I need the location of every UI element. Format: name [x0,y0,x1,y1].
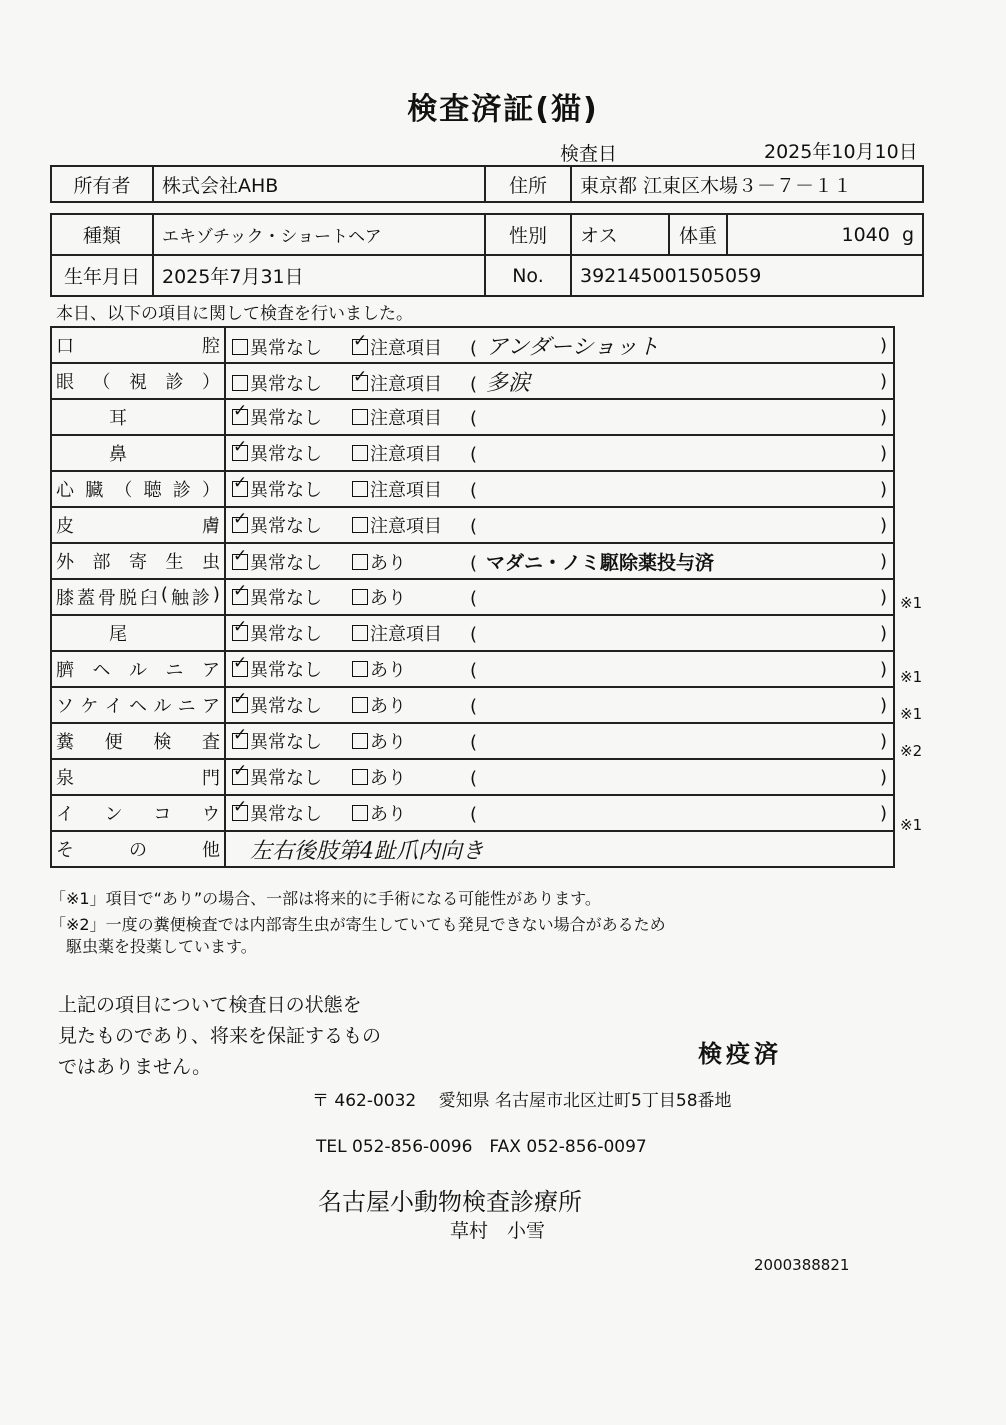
exam-note: アンダーショット [486,334,660,360]
exam-item-name [56,800,220,826]
close-paren: ) [867,543,894,579]
item-name-char: イ [56,804,74,825]
other-option[interactable] [352,476,470,502]
item-name-char: ( [160,584,168,605]
address-value: 東京都 江東区木場３－７－１１ [571,166,923,202]
item-name-char: 寄 [129,552,147,573]
normal-checkbox[interactable] [232,375,248,391]
other-option-label: 注意項目 [370,516,442,537]
item-name-char: 膝 [56,588,74,609]
item-name-char: 臼 [139,588,158,609]
exam-item-name [56,368,220,394]
exam-item-name [56,728,220,754]
normal-checkbox[interactable] [232,554,248,570]
open-paren: ( [470,480,478,501]
exam-options-cell [225,507,867,543]
item-name-char: 診 [191,588,210,609]
normal-option-label: 異常なし [250,696,322,717]
normal-option-label: 異常なし [250,588,322,609]
footnote-mark: ※1 [900,705,923,723]
normal-option-label: 異常なし [250,552,322,574]
item-name-char: ヘ [92,660,111,681]
item-name-char: ソ [56,696,74,717]
footnote-2-line2: 駆虫薬を投薬しています。 [66,937,257,956]
normal-checkbox[interactable] [232,589,248,605]
footnote-mark: ※1 [900,816,923,834]
item-name-char: ル [129,660,147,681]
other-option[interactable] [352,512,470,538]
item-name-char: イ [104,696,123,717]
normal-option[interactable] [232,692,352,718]
owner-label: 所有者 [51,166,153,202]
sex-label: 性別 [485,214,571,255]
exam-options-cell [225,759,867,795]
item-name-char: 尾 [109,624,127,645]
open-paren: ( [470,696,478,717]
other-row [51,831,894,867]
exam-item-name [56,332,220,358]
normal-option[interactable] [232,476,352,502]
item-name-char: 他 [202,840,220,861]
exam-row [51,579,894,615]
normal-checkbox[interactable] [232,481,248,497]
exam-row [51,651,894,687]
item-name-char: ） [201,480,220,501]
item-name-char: ア [201,696,220,717]
other-row-note [225,831,894,867]
inspection-date-label: 検査日 [560,143,618,165]
item-name-char: 便 [104,732,123,753]
clinic-address: 〒 462-0032 愛知県 名古屋市北区辻町5丁目58番地 [312,1091,732,1111]
normal-option-label: 異常なし [250,660,322,681]
item-name-char: 眼 [56,372,74,393]
other-option-label: 注意項目 [370,480,442,501]
address-label: 住所 [485,166,571,202]
exam-item-cell [51,327,225,363]
open-paren: ( [470,732,478,753]
other-checkbox[interactable] [352,481,368,497]
exam-item-name [56,836,220,862]
exam-item-cell [51,471,225,507]
other-note-text: 左右後肢第4趾爪内向き [250,838,484,864]
other-option-label: あり [370,696,406,717]
normal-option-label: 異常なし [250,480,322,501]
footnote-mark: ※1 [900,668,923,686]
normal-option-label: 異常なし [250,516,322,537]
exam-item-name [56,620,220,646]
exam-item-cell [51,399,225,435]
open-paren: ( [470,624,478,645]
normal-checkbox[interactable] [232,697,248,713]
other-checkbox[interactable] [352,697,368,713]
owner-table [50,165,924,203]
item-name-char: 皮 [56,516,74,537]
breed-label: 種類 [51,214,153,255]
close-paren: ) [867,615,894,651]
item-name-char: 糞 [56,732,74,753]
disclaimer [58,990,458,1083]
item-name-char: 心 [56,480,74,501]
weight-value: 1040 [841,223,890,246]
item-name-char: 生 [165,552,184,573]
exam-item-cell [51,759,225,795]
clinic-name: 名古屋小動物検査診療所 [318,1188,582,1216]
exam-item-cell [51,543,225,579]
exam-item-name [56,476,220,502]
normal-option[interactable] [232,656,352,682]
exam-row [51,795,894,831]
sex-value: オス [571,214,669,255]
normal-checkbox[interactable] [232,409,248,425]
open-paren: ( [470,768,478,789]
breed-value: エキゾチック・ショートヘア [153,214,485,255]
item-name-char: 臍 [56,660,74,681]
exam-item-name [56,404,220,430]
other-checkbox[interactable] [352,769,368,785]
exam-options-cell [225,543,867,579]
exam-options-cell [225,363,867,399]
normal-checkbox[interactable] [232,339,248,355]
item-name-char: 視 [129,372,147,393]
other-option[interactable] [352,800,470,826]
other-option[interactable] [352,549,470,575]
item-name-char: 検 [153,732,172,753]
exam-row [51,687,894,723]
normal-option[interactable] [232,620,352,646]
other-checkbox[interactable] [352,409,368,425]
intro-text: 本日、以下の項目に関して検査を行いました。 [56,304,413,324]
exam-item-name [56,656,220,682]
open-paren: ( [470,804,478,825]
normal-option[interactable] [232,404,352,430]
other-option[interactable] [352,692,470,718]
no-label: No. [485,255,571,296]
open-paren: ( [470,588,478,609]
exam-note: マダニ・ノミ駆除薬投与済 [486,551,715,574]
normal-checkbox[interactable] [232,625,248,641]
exam-item-cell [51,435,225,471]
item-name-char: ル [153,696,172,717]
birth-value: 2025年7月31日 [153,255,485,296]
item-name-char: そ [56,840,74,861]
open-paren: ( [470,373,478,395]
normal-checkbox[interactable] [232,661,248,677]
item-name-char: ニ [165,660,184,681]
item-name-char: 聴 [143,480,162,501]
disclaimer-line: ではありません。 [58,1056,212,1078]
normal-option[interactable] [232,549,352,575]
other-option[interactable] [352,404,470,430]
exam-row [51,723,894,759]
disclaimer-line: 上記の項目について検査日の状態を [58,994,362,1016]
exam-row [51,615,894,651]
pet-table [50,213,924,297]
exam-row [51,759,894,795]
other-checkbox[interactable] [352,554,368,570]
close-paren: ) [867,471,894,507]
exam-options-cell [225,327,867,363]
item-name-char: 骨 [97,588,116,609]
normal-option[interactable] [232,800,352,826]
weight-unit: g [901,223,914,246]
normal-option-label: 異常なし [250,732,322,753]
exam-row [51,399,894,435]
normal-checkbox[interactable] [232,517,248,533]
item-name-char: 外 [56,552,74,573]
close-paren: ) [867,687,894,723]
no-value: 392145001505059 [571,255,923,296]
exam-options-cell [225,471,867,507]
exam-item-cell [51,579,225,615]
weight-cell [727,214,923,255]
close-paren: ) [867,759,894,795]
exam-row [51,363,894,399]
document-title: 検査済証(猫) [407,92,599,127]
item-name-char: 腔 [202,336,220,357]
footnote-mark: ※1 [900,594,923,612]
exam-item-name [56,584,220,610]
weight-label: 体重 [669,214,727,255]
exam-options-cell [225,579,867,615]
item-name-char: 査 [201,732,220,753]
quarantine-stamp: 検疫済 [698,1040,782,1068]
other-row-label [51,831,225,867]
exam-options-cell [225,723,867,759]
other-option[interactable] [352,620,470,646]
exam-item-cell [51,507,225,543]
exam-table [50,326,895,868]
normal-option-label: 異常なし [250,768,322,789]
exam-item-name [56,764,220,790]
item-name-char: の [129,840,147,861]
other-option[interactable] [352,440,470,466]
item-name-char: ア [202,660,220,681]
other-checkbox[interactable] [352,517,368,533]
exam-options-cell [225,795,867,831]
close-paren: ) [867,651,894,687]
normal-option[interactable] [232,584,352,610]
item-name-char: コ [153,804,172,825]
normal-option-label: 異常なし [250,624,322,645]
item-name-char: 触 [170,588,189,609]
open-paren: ( [470,660,478,681]
other-option-label: 注意項目 [370,624,442,645]
other-option[interactable] [352,764,470,790]
normal-option-label: 異常なし [250,408,322,429]
exam-item-cell [51,687,225,723]
other-option-label: あり [370,768,406,789]
other-option-label: 注意項目 [370,337,442,359]
exam-item-name [56,440,220,466]
exam-item-cell [51,651,225,687]
close-paren: ) [867,435,894,471]
close-paren: ) [867,507,894,543]
normal-option-label: 異常なし [250,373,322,395]
normal-checkbox[interactable] [232,445,248,461]
item-name-char: ） [202,372,220,393]
other-checkbox[interactable] [352,733,368,749]
exam-options-cell [225,615,867,651]
exam-options-cell [225,435,867,471]
item-name-char: 口 [56,336,74,357]
exam-item-name [56,692,220,718]
normal-option-label: 異常なし [250,444,322,465]
birth-label: 生年月日 [51,255,153,296]
exam-item-cell [51,615,225,651]
exam-row [51,543,894,579]
exam-item-cell [51,723,225,759]
close-paren: ) [867,327,894,363]
close-paren: ) [867,363,894,399]
exam-row [51,327,894,363]
other-checkbox[interactable] [352,625,368,641]
open-paren: ( [470,337,478,359]
inspection-date: 2025年10月10日 [764,141,918,163]
other-option[interactable] [352,334,470,360]
item-name-char: 耳 [109,408,127,429]
other-checkbox[interactable] [352,339,368,355]
item-name-char: 門 [202,768,220,789]
exam-options-cell [225,687,867,723]
item-name-char: ン [104,804,123,825]
item-name-char: ニ [177,696,196,717]
footnote-1: 「※1」項目で“あり”の場合、一部は将来的に手術になる可能性があります。 [50,889,601,908]
open-paren: ( [470,444,478,465]
item-name-char: 鼻 [109,444,127,465]
item-name-char: 診 [165,372,184,393]
other-checkbox[interactable] [352,375,368,391]
item-name-char: ヘ [128,696,147,717]
other-option-label: あり [370,660,406,681]
item-name-char: （ [114,480,133,501]
inspector-name: 草村 小雪 [450,1220,546,1242]
other-option[interactable] [352,370,470,396]
item-name-char: 蓋 [76,588,95,609]
open-paren: ( [470,552,478,574]
footnote-2-line1: 「※2」一度の糞便検査では内部寄生虫が寄生していても発見できない場合があるため [50,915,666,934]
normal-option[interactable] [232,370,352,396]
item-name-char: 膚 [202,516,220,537]
normal-option-label: 異常なし [250,337,322,359]
other-option-label: あり [370,552,406,574]
normal-checkbox[interactable] [232,769,248,785]
item-name-char: 臓 [85,480,104,501]
item-name-char: 泉 [56,768,74,789]
other-option-label: あり [370,804,406,825]
close-paren: ) [867,579,894,615]
item-name-char: 脱 [118,588,137,609]
exam-note: 多涙 [486,370,531,396]
serial-number: 2000388821 [754,1256,850,1274]
item-name-char: ケ [80,696,99,717]
exam-item-name [56,512,220,538]
owner-value: 株式会社AHB [153,166,485,202]
other-checkbox[interactable] [352,661,368,677]
normal-option[interactable] [232,764,352,790]
exam-item-cell [51,795,225,831]
item-name-char: ) [212,584,220,605]
normal-option-label: 異常なし [250,804,322,825]
exam-row [51,471,894,507]
close-paren: ) [867,399,894,435]
exam-item-cell [51,363,225,399]
other-option[interactable] [352,656,470,682]
item-name-char: （ [92,372,111,393]
close-paren: ) [867,723,894,759]
other-option-label: 注意項目 [370,408,442,429]
exam-options-cell [225,651,867,687]
clinic-phone: TEL 052-856-0096 FAX 052-856-0097 [316,1137,647,1157]
other-checkbox[interactable] [352,445,368,461]
item-name-char: 診 [172,480,191,501]
normal-option[interactable] [232,440,352,466]
other-option-label: 注意項目 [370,444,442,465]
normal-option[interactable] [232,512,352,538]
normal-option[interactable] [232,728,352,754]
exam-row [51,507,894,543]
disclaimer-line: 見たものであり、将来を保証するもの [58,1025,382,1047]
normal-checkbox[interactable] [232,805,248,821]
item-name-char: 虫 [202,552,220,573]
exam-row [51,435,894,471]
item-name-char: ウ [201,804,220,825]
other-option-label: あり [370,732,406,753]
other-option-label: あり [370,588,406,609]
normal-option[interactable] [232,334,352,360]
other-checkbox[interactable] [352,589,368,605]
exam-options-cell [225,399,867,435]
open-paren: ( [470,516,478,537]
footnote-mark: ※2 [900,742,923,760]
other-option[interactable] [352,584,470,610]
open-paren: ( [470,408,478,429]
item-name-char: 部 [92,552,111,573]
exam-item-name [56,548,220,574]
close-paren: ) [867,795,894,831]
normal-checkbox[interactable] [232,733,248,749]
other-option[interactable] [352,728,470,754]
other-option-label: 注意項目 [370,373,442,395]
other-checkbox[interactable] [352,805,368,821]
